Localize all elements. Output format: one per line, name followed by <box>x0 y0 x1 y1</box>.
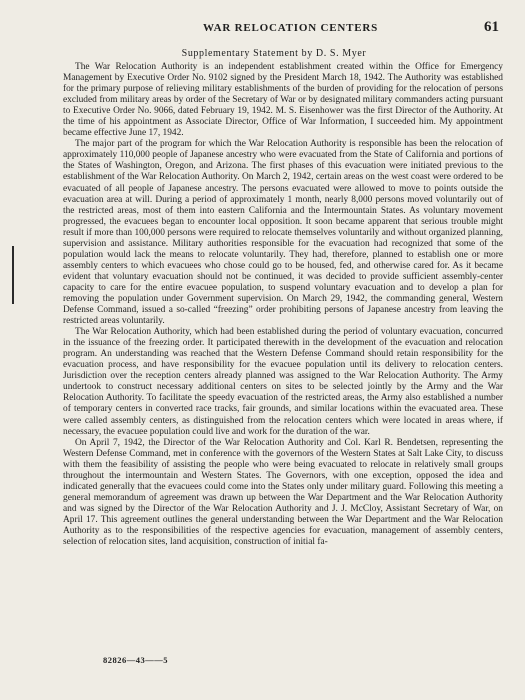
statement-heading: Supplementary Statement by D. S. Myer <box>181 48 367 59</box>
margin-mark <box>12 246 14 304</box>
paragraph: The War Relocation Authority is an independent establishment created within the Office for Emergency Management by Executive Order No. 9102 signed by the President March 18, 1942. The Authority was established for the primary purpose of relieving military establishments of the burden of providing for the relocation of persons excluded from military areas by order of the Secretary of War or by designated military commanders acting pursuant to Executive Order No. 9066, dated February 19, 1942. M. S. Eisenhower was the first Director of the Authority. At the time of his appointment as Associate Director, Office of War Information, I succeeded him. My appointment became effective June 17, 1942. <box>63 62 503 139</box>
paragraph: The major part of the program for which the War Relocation Authority is responsible has been the relocation of approximately 110,000 people of Japanese ancestry who were evacuated from the State of California and portions of the States of Washington, Oregon, and Arizona. The first phases of this evacuation were initiated previous to the establishment of the War Relocation Authority. On March 2, 1942, certain areas on the west coast were ordered to be evacuated of all people of Japanese ancestry. The persons evacuated were allowed to move to points outside the evacuation area at will. During a period of approximately 1 month, nearly 8,000 persons moved voluntarily out of the restricted areas, most of them into eastern California and the Intermountain States. As voluntary movement progressed, the evacuees began to encounter local opposition. It soon became apparent that serious trouble might result if more than 100,000 persons were required to relocate themselves voluntarily and without organized planning, supervision and assistance. Military authorities responsible for the evacuation had recognized that some of the population would lack the means to relocate voluntarily. They had, therefore, planned to establish one or more assembly centers to which evacuees who chose could go to be housed, fed, and otherwise cared for. As it became evident that voluntary evacuation should not be continued, it was decided to provide sufficient assembly-center capacity to care for the entire evacuee population, to suspend voluntary evacuation and to develop a plan for removing the population under Government supervision. On March 29, 1942, the commanding general, Western Defense Command, issued a so-called “freezing” order prohibiting persons of Japanese ancestry from leaving the restricted areas voluntarily. <box>63 139 503 327</box>
running-head <box>63 19 501 42</box>
paragraph: On April 7, 1942, the Director of the War Relocation Authority and Col. Karl R. Bendetsen, representing the Western Defense Command, met in conference with the governors of the Western States at Salt Lake City, to discuss with them the feasibility of assisting the people who were being evacuated to relocate in relatively small groups throughout the intermountain and Western States. The Governors, with one exception, opposed the idea and indicated generally that the evacuees could come into the States only under military guard. Following this meeting a general memorandum of agreement was drawn up between the War Department and the War Relocation Authority and was signed by the Director of the War Relocation Authority and J. J. McCloy, Assistant Secretary of War, on April 17. This agreement outlines the general understanding between the War Department and the War Relocation Authority as to the responsibilities of the respective agencies for evacuation, management of assembly centers, selection of relocation sites, land acquisition, construction of initial fa- <box>63 437 503 548</box>
paragraph: The War Relocation Authority, which had been established during the period of voluntary evacuation, concurred in the issuance of the freezing order. It participated therewith in the development of the evacuation and relocation program. An understanding was reached that the Western Defense Command should retain responsibility for the evacuation process, and have responsibility for the evacuee population until its delivery to relocation centers. Jurisdiction over the reception centers already planned was assigned to the War Relocation Authority. The Army undertook to construct necessary additional centers on sites to be selected jointly by the Army and the War Relocation Authority. To facilitate the speedy evacuation of the restricted areas, the Army also established a number of temporary centers in converted race tracks, fair grounds, and similar locations within the evacuated area. These were called assembly centers, as distinguished from the relocation centers which were located in areas where, if necessary, the evacuee population could live and work for the duration of the war. <box>63 327 503 437</box>
print-code-footer: 82826—43——5 <box>103 655 168 665</box>
page-number: 61 <box>484 19 499 35</box>
running-title: WAR RELOCATION CENTERS <box>203 22 379 34</box>
statement-body <box>63 62 503 548</box>
